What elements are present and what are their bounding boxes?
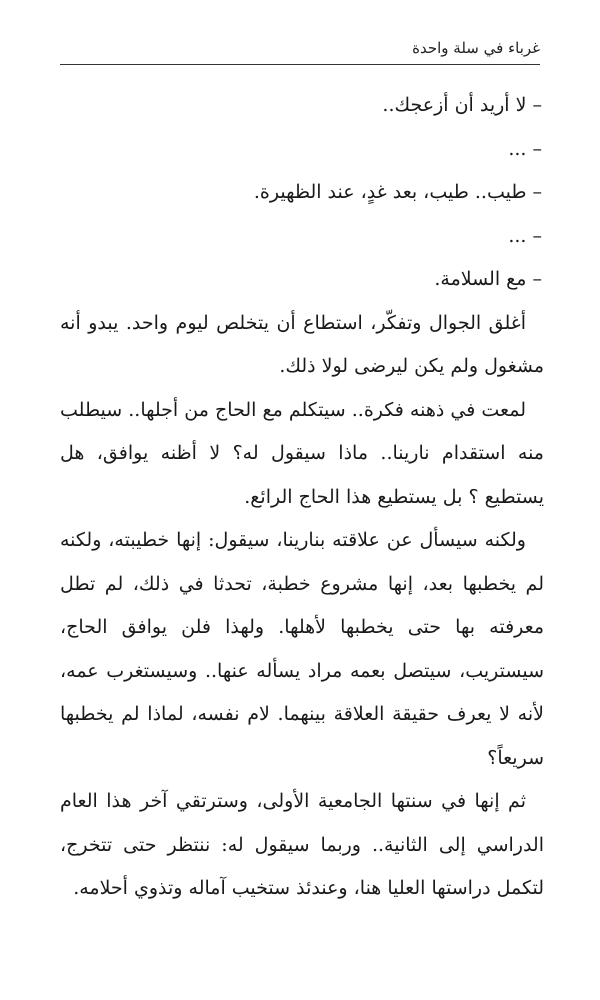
running-header: غرباء في سلة واحدة <box>412 39 540 57</box>
paragraph: ولكنه سيسأل عن علاقته بنارينا، سيقول: إنها خطيبته، ولكنه لم يخطبها بعد، إنها مشروع خطبة، تحدثا في ذلك، لم تطل معرفته بها حتى يخطبها لأهلها. ولهذا فلن يوافق الحاج، سيستريب، سيتصل بعمه مراد يسأله عنها.. وسيستغرب عمه، لأنه لا يعرف حقيقة العلاقة بينهما. لام نفسه، لماذا لم يخطبها سريعاً؟ <box>60 529 544 769</box>
dialog-line: – طيب.. طيب، بعد غدٍ، عند الظهيرة. <box>253 181 542 203</box>
header-divider <box>60 64 540 65</box>
dialog-line: – ... <box>508 224 542 247</box>
paragraph: ثم إنها في سنتها الجامعية الأولى، وسترتقي آخر هذا العام الدراسي إلى الثانية.. وربما سيقول له: ننتظر حتى تتخرج، لتكمل دراستها العليا هنا، وعندئذ ستخيب آماله وتذوي أحلامه. <box>60 790 544 899</box>
paragraph: لمعت في ذهنه فكرة.. سيتكلم مع الحاج من أجلها.. سيطلب منه استقدام نارينا.. ماذا سيقول له؟ لا أظنه يوافق، هل يستطيع ؟ بل يستطيع هذا الحاج الرائع. <box>60 398 544 508</box>
dialog-line: – ... <box>508 137 542 160</box>
dialog-line: – مع السلامة. <box>434 268 542 290</box>
paragraph: أغلق الجوال وتفكّر، استطاع أن يتخلص ليوم واحد. يبدو أنه مشغول ولم يكن ليرضى لولا ذلك. <box>60 311 544 377</box>
dialog-line: – لا أريد أن أزعجك.. <box>382 94 542 116</box>
body-text <box>60 84 544 911</box>
